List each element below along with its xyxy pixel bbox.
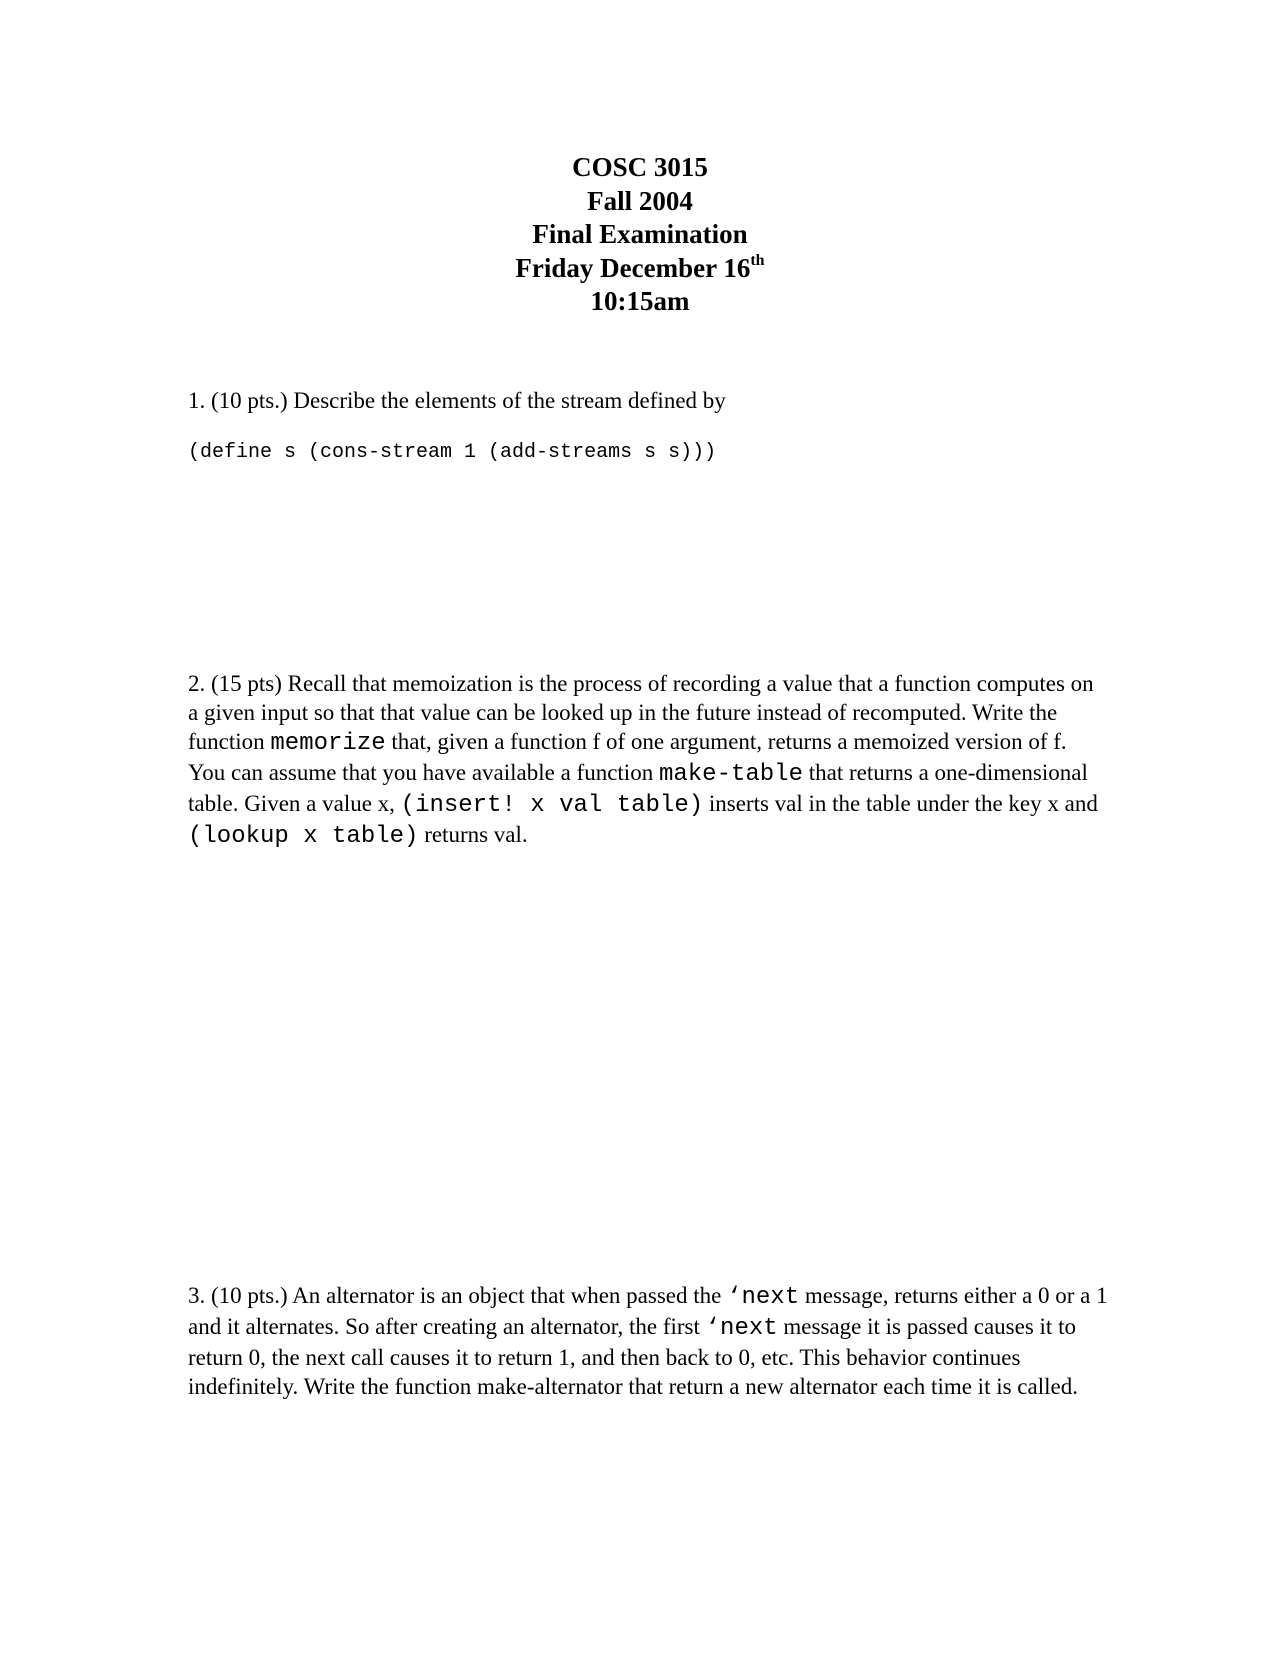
q2-text-1: 2. (15 pts) Recall that memoization is the process of recording a value that a function computes on a given input so that that value can be looked up in the future instead of recomputed. Write the function [188, 671, 1094, 754]
q2-code-memorize: memorize [270, 730, 386, 757]
exam-date [0, 252, 1280, 286]
course-title: COSC 3015 [572, 152, 708, 182]
q2-text-5: returns val. [418, 822, 528, 847]
exam-time: 10:15am [590, 286, 690, 316]
q3-text-1: 3. (10 pts.) An alternator is an object that when passed the [188, 1283, 728, 1308]
q2-text-2: that, given a function f of one argument, returns a memoized version of f. You can assume that you have available a function [188, 729, 1067, 785]
q2-text-4: inserts val in the table under the key x and [703, 791, 1098, 816]
question-3 [188, 1281, 1108, 1401]
q2-code-insert: (insert! x val table) [400, 792, 704, 819]
term: Fall 2004 [587, 185, 693, 216]
q2-code-make-table: make-table [658, 761, 803, 788]
q2-text-3: that returns a one-dimensional table. Given a value x, [188, 760, 1088, 816]
exam-date-suffix: th [750, 251, 765, 269]
question-1: 1. (10 pts.) Describe the elements of the stream defined by [188, 388, 726, 413]
q3-code-next-2: ‘next [705, 1315, 778, 1342]
question-1-code: (define s (cons-stream 1 (add-streams s s))) [188, 441, 717, 464]
exam-date-text: Friday December 16 [515, 252, 751, 283]
q3-text-2: message, returns either a 0 or a 1 and it alternates. So after creating an alternator, the first [188, 1283, 1108, 1339]
question-2 [188, 669, 1108, 851]
exam-header [0, 151, 1280, 319]
q3-code-next-1: ‘next [727, 1284, 800, 1311]
q2-code-lookup: (lookup x table) [188, 823, 419, 850]
q3-text-3: message it is passed causes it to return 0, the next call causes it to return 1, and then back to 0, etc. This behavior continues indefinitely. Write the function make-alternator that return a new alternator each time it is called. [188, 1314, 1078, 1399]
exam-title: Final Examination [532, 219, 748, 249]
